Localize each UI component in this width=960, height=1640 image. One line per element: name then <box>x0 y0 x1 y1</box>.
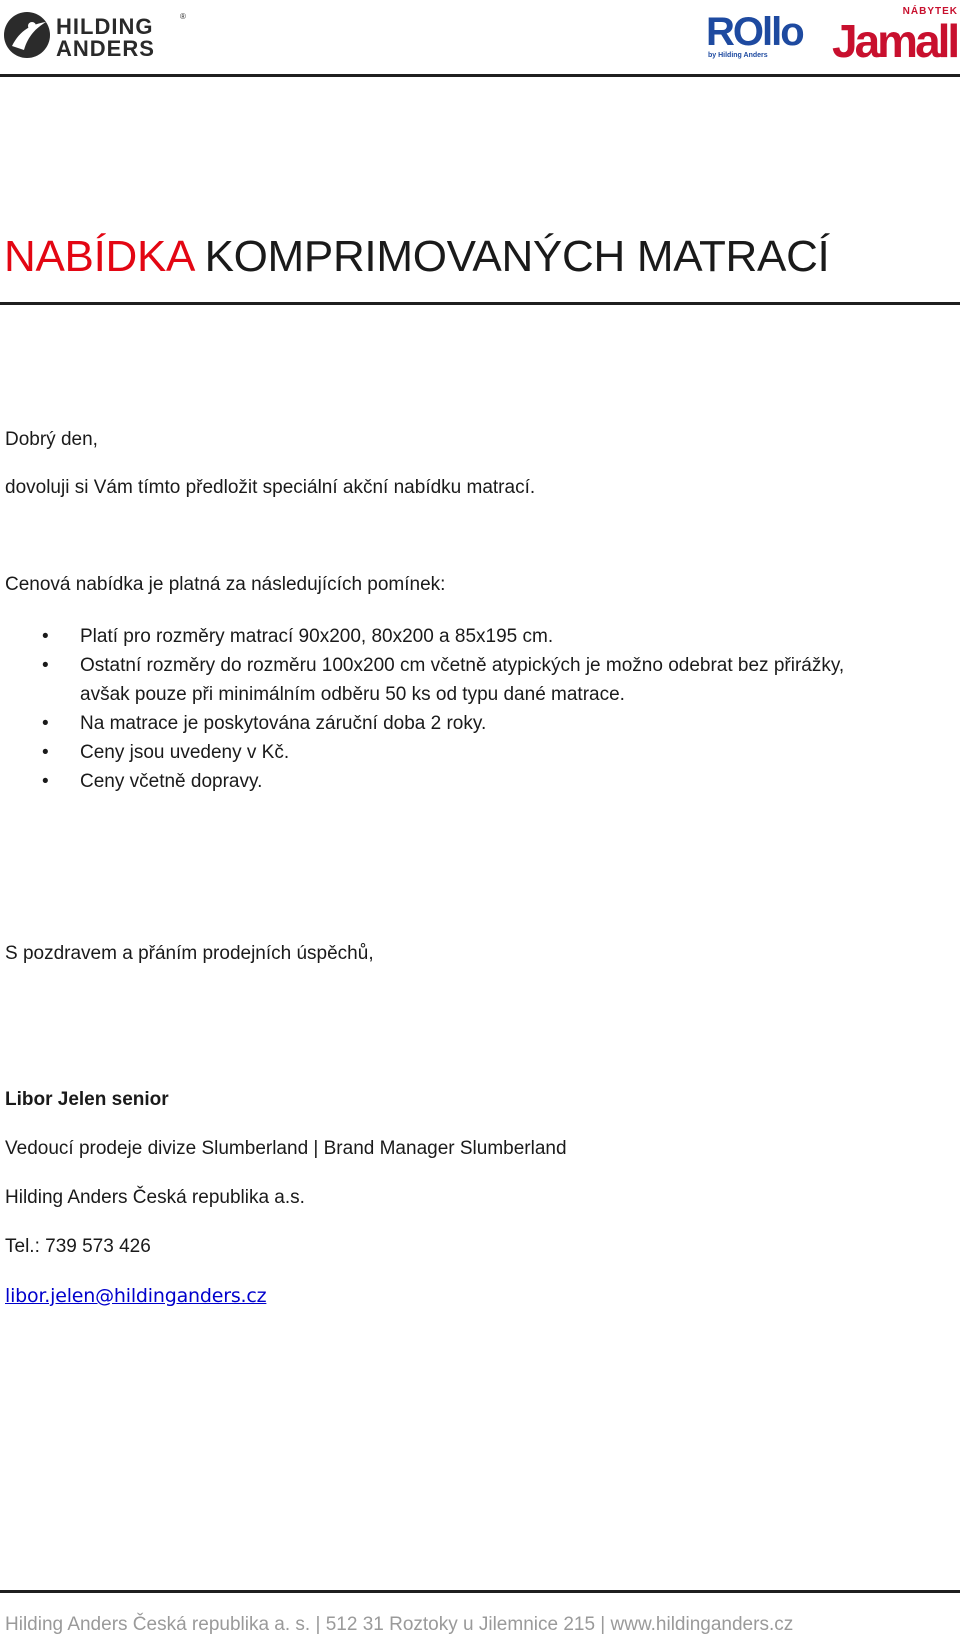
footer-text: Hilding Anders Česká republika a. s. | 512 31 Roztoky u Jilemnice 215 | www.hildinganders.cz <box>5 1614 794 1635</box>
page-title <box>4 232 829 282</box>
list-item <box>0 767 960 796</box>
jamall-top-text: NÁBYTEK <box>902 6 958 17</box>
rollo-logo <box>706 6 802 66</box>
signature-company: Hilding Anders Česká republika a.s. <box>5 1187 305 1208</box>
logo-anders-word: ANDERS <box>56 36 155 61</box>
bullet-icon: • <box>42 655 49 676</box>
jamall-logo <box>832 6 960 66</box>
email-link[interactable]: libor.jelen@hildinganders.cz <box>5 1285 267 1307</box>
list-item <box>0 651 960 680</box>
list-item <box>0 622 960 651</box>
signature-name: Libor Jelen senior <box>5 1089 169 1110</box>
list-item-text: Ceny jsou uvedeny v Kč. <box>80 742 290 763</box>
signature-phone: Tel.: 739 573 426 <box>5 1236 151 1257</box>
list-item-continuation <box>0 680 960 709</box>
list-item-text: Ceny včetně dopravy. <box>80 771 263 792</box>
rollo-wordmark: ROllo <box>706 10 803 54</box>
bullet-icon: • <box>42 771 49 792</box>
list-item <box>0 709 960 738</box>
intro-text: dovoluji si Vám tímto předložit speciální akční nabídku matrací. <box>5 477 536 498</box>
footer-divider <box>0 1590 960 1593</box>
bullet-icon: • <box>42 742 49 763</box>
signature-role: Vedoucí prodeje divize Slumberland | Brand Manager Slumberland <box>5 1138 567 1159</box>
list-item-text: Ostatní rozměry do rozměru 100x200 cm včetně atypických je možno odebrat bez přirážky, <box>80 655 845 676</box>
jamall-wordmark: Jamall <box>832 15 958 67</box>
conditions-list <box>0 622 960 796</box>
rollo-subtitle: by Hilding Anders <box>708 52 768 59</box>
list-item-text: Na matrace je poskytována záruční doba 2 roky. <box>80 713 487 734</box>
bullet-icon: • <box>42 713 49 734</box>
conditions-heading: Cenová nabídka je platná za následujících pomínek: <box>5 574 446 595</box>
bullet-icon: • <box>42 626 49 647</box>
title-rest: KOMPRIMOVANÝCH MATRACÍ <box>192 232 830 281</box>
closing-text: S pozdravem a přáním prodejních úspěchů, <box>5 943 374 964</box>
list-item-text: Platí pro rozměry matrací 90x200, 80x200 a 85x195 cm. <box>80 626 554 647</box>
registered-mark: ® <box>180 12 186 21</box>
header-divider <box>0 74 960 77</box>
title-divider <box>0 302 960 305</box>
list-item <box>0 738 960 767</box>
hilding-anders-mark-icon <box>2 10 52 60</box>
title-highlight: NABÍDKA <box>4 232 193 281</box>
list-item-text: avšak pouze při minimálním odběru 50 ks od typu dané matrace. <box>80 684 625 705</box>
hilding-anders-logo <box>2 6 192 64</box>
greeting-text: Dobrý den, <box>5 429 98 450</box>
logo-hilding-word: HILDING <box>56 14 154 39</box>
